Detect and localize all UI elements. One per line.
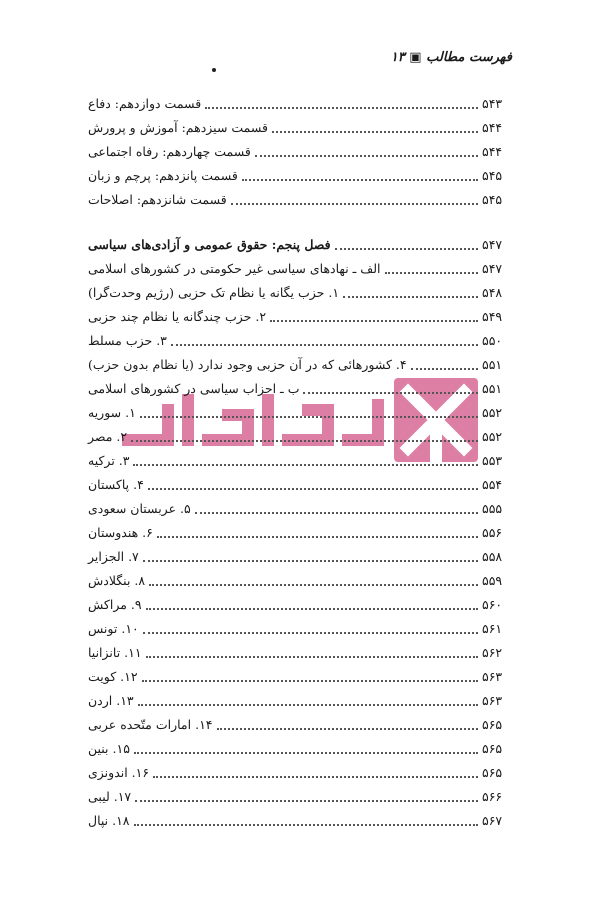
toc-entry: [88, 642, 512, 664]
dot-leader: [131, 439, 478, 442]
toc-entry-page: ۵۶۰: [482, 597, 503, 612]
toc-entry-title: الف ـ نهادهای سیاسی غیر حکومتی در کشورهای اسلامی: [88, 261, 381, 276]
dot-leader: [146, 655, 478, 658]
toc-entry-title: ۱۱. تانزانیا: [88, 645, 142, 660]
toc-entry-title: ۲. مصر: [88, 429, 128, 444]
dot-leader: [134, 751, 478, 754]
toc-entry-page: ۵۶۲: [482, 645, 503, 660]
dot-leader: [171, 343, 478, 346]
toc-entry: [88, 141, 512, 163]
toc-entry-page: ۵۴۷: [482, 237, 503, 252]
toc-entry-page: ۵۵۶: [482, 525, 503, 540]
running-header: [391, 50, 512, 65]
toc-entry-page: ۵۴۴: [482, 144, 503, 159]
toc-entry-title: ۳. حزب مسلط: [88, 333, 167, 348]
toc-entry-page: ۵۵۰: [482, 333, 503, 348]
ink-dot: [212, 68, 216, 72]
dot-leader: [148, 487, 478, 490]
toc-entry-page: ۵۴۴: [482, 120, 503, 135]
dot-leader: [142, 679, 478, 682]
dot-leader: [231, 202, 478, 205]
toc-entry-page: ۵۵۸: [482, 549, 503, 564]
toc-entry-page: ۵۵۱: [482, 357, 503, 372]
toc-entry: [88, 93, 512, 115]
toc-entry: [88, 546, 512, 568]
toc-entry-title: ۱. حزب یگانه یا نظام تک حزبی (رژیم وحدت‌گرا): [88, 285, 340, 300]
toc-entry: [88, 666, 512, 688]
toc-entry-title: ۱۳. اردن: [88, 693, 134, 708]
toc-entry-title: ب ـ احزاب سیاسی در کشورهای اسلامی: [88, 381, 300, 396]
toc-entry: [88, 522, 512, 544]
toc-entry: [88, 306, 512, 328]
toc-entry-title: ۷. الجزایر: [88, 549, 139, 564]
toc-entry: [88, 330, 512, 352]
toc-entry-page: ۵۵۴: [482, 477, 503, 492]
toc-entry: [88, 426, 512, 448]
toc-entry-page: ۵۵۲: [482, 429, 503, 444]
toc-entry-title: ۶. هندوستان: [88, 525, 153, 540]
toc-entry-page: ۵۵۵: [482, 501, 503, 516]
toc-entry-title: ۲. حزب چندگانه یا نظام چند حزبی: [88, 309, 267, 324]
dot-leader: [140, 415, 478, 418]
toc-entry: [88, 738, 512, 760]
toc-entry-title: ۸. بنگلادش: [88, 573, 146, 588]
toc-entry-title: فصل پنجم: حقوق عمومی و آزادی‌های سیاسی: [88, 237, 331, 252]
toc-entry: [88, 354, 512, 376]
dot-leader: [134, 823, 478, 826]
toc-entry-title: ۹. مراکش: [88, 597, 142, 612]
dot-leader: [143, 631, 478, 634]
toc-entry: [88, 810, 512, 832]
toc-entry-page: ۵۶۵: [482, 717, 503, 732]
toc-entry: [88, 282, 512, 304]
dot-leader: [385, 271, 479, 274]
toc-entry: [88, 117, 512, 139]
toc-entry: [88, 618, 512, 640]
dot-leader: [157, 535, 478, 538]
header-separator-icon: ▣: [409, 50, 422, 65]
toc-entry-title: ۵. عربستان سعودی: [88, 501, 191, 516]
toc-entry-page: ۵۴۳: [482, 96, 503, 111]
toc-entry: [88, 378, 512, 400]
toc-entry: [88, 165, 512, 187]
dot-leader: [335, 247, 478, 250]
dot-leader: [135, 799, 478, 802]
toc-entry-page: ۵۴۷: [482, 261, 503, 276]
toc-entry-title: ۱۸. نپال: [88, 813, 130, 828]
toc-entry-page: ۵۶۳: [482, 669, 503, 684]
toc-entry-page: ۵۵۱: [482, 381, 503, 396]
toc-entry-title: ۱. سوریه: [88, 405, 136, 420]
toc-entry-page: ۵۶۷: [482, 813, 503, 828]
toc-entry: [88, 786, 512, 808]
toc-entry-title: قسمت چهاردهم: رفاه اجتماعی: [88, 144, 251, 159]
toc-entry-title: ۱۰. تونس: [88, 621, 139, 636]
dot-leader: [272, 130, 478, 133]
toc-entry: [88, 402, 512, 424]
toc-entry: [88, 570, 512, 592]
toc-entry-page: ۵۴۹: [482, 309, 503, 324]
toc-entry-page: ۵۶۶: [482, 789, 503, 804]
dot-leader: [146, 607, 478, 610]
dot-leader: [242, 178, 478, 181]
toc-entry-page: ۵۵۹: [482, 573, 503, 588]
toc-entry-page: ۵۶۵: [482, 765, 503, 780]
dot-leader: [149, 583, 478, 586]
toc-entry-page: ۵۴۸: [482, 285, 503, 300]
toc-entry-title: قسمت سیزدهم: آموزش و پرورش: [88, 120, 269, 135]
toc-entry: [88, 450, 512, 472]
toc-entry: [88, 474, 512, 496]
toc-entry-page: ۵۶۳: [482, 693, 503, 708]
toc-entry-title: ۱۴. امارات متّحده عربی: [88, 717, 213, 732]
toc-entry-title: قسمت پانزدهم: پرچم و زبان: [88, 168, 238, 183]
toc-entry-title: ۴. کشورهائی که در آن حزبی وجود ندارد (یا نظام بدون حزب): [88, 357, 407, 372]
dot-leader: [205, 106, 478, 109]
toc-entry-title: ۴. پاکستان: [88, 477, 144, 492]
dot-leader: [217, 727, 479, 730]
toc-entry-page: ۵۶۵: [482, 741, 503, 756]
toc-entry: [88, 594, 512, 616]
toc-entry-title: قسمت شانزدهم: اصلاحات: [88, 192, 227, 207]
toc-entry-page: ۵۴۵: [482, 168, 503, 183]
toc-entry-title: ۱۲. کویت: [88, 669, 138, 684]
dot-leader: [411, 367, 478, 370]
toc-entry-title: ۳. ترکیه: [88, 453, 130, 468]
dot-leader: [143, 559, 478, 562]
dot-leader: [153, 775, 478, 778]
dot-leader: [195, 511, 478, 514]
toc-entry-title: ۱۶. اندونزی: [88, 765, 150, 780]
toc-entry-title: ۱۵. بنین: [88, 741, 130, 756]
toc-entry-page: ۵۵۲: [482, 405, 503, 420]
toc-entry: [88, 258, 512, 280]
toc-entry: [88, 762, 512, 784]
dot-leader: [343, 295, 478, 298]
toc-entry-title: ۱۷. لیبی: [88, 789, 132, 804]
toc-entry-title: قسمت دوازدهم: دفاع: [88, 96, 202, 111]
toc-entry: [88, 189, 512, 211]
dot-leader: [255, 154, 478, 157]
toc-entry-page: ۵۶۱: [482, 621, 503, 636]
dot-leader: [138, 703, 478, 706]
toc-entry: [88, 234, 512, 256]
toc-entry: [88, 498, 512, 520]
header-page-number: ۱۳: [390, 50, 405, 65]
header-title: فهرست مطالب: [426, 50, 512, 65]
toc-entry-page: ۵۴۵: [482, 192, 503, 207]
dot-leader: [270, 319, 478, 322]
toc-entry-page: ۵۵۳: [482, 453, 503, 468]
toc-entry: [88, 714, 512, 736]
dot-leader: [303, 391, 478, 394]
dot-leader: [133, 463, 478, 466]
toc-entry: [88, 690, 512, 712]
